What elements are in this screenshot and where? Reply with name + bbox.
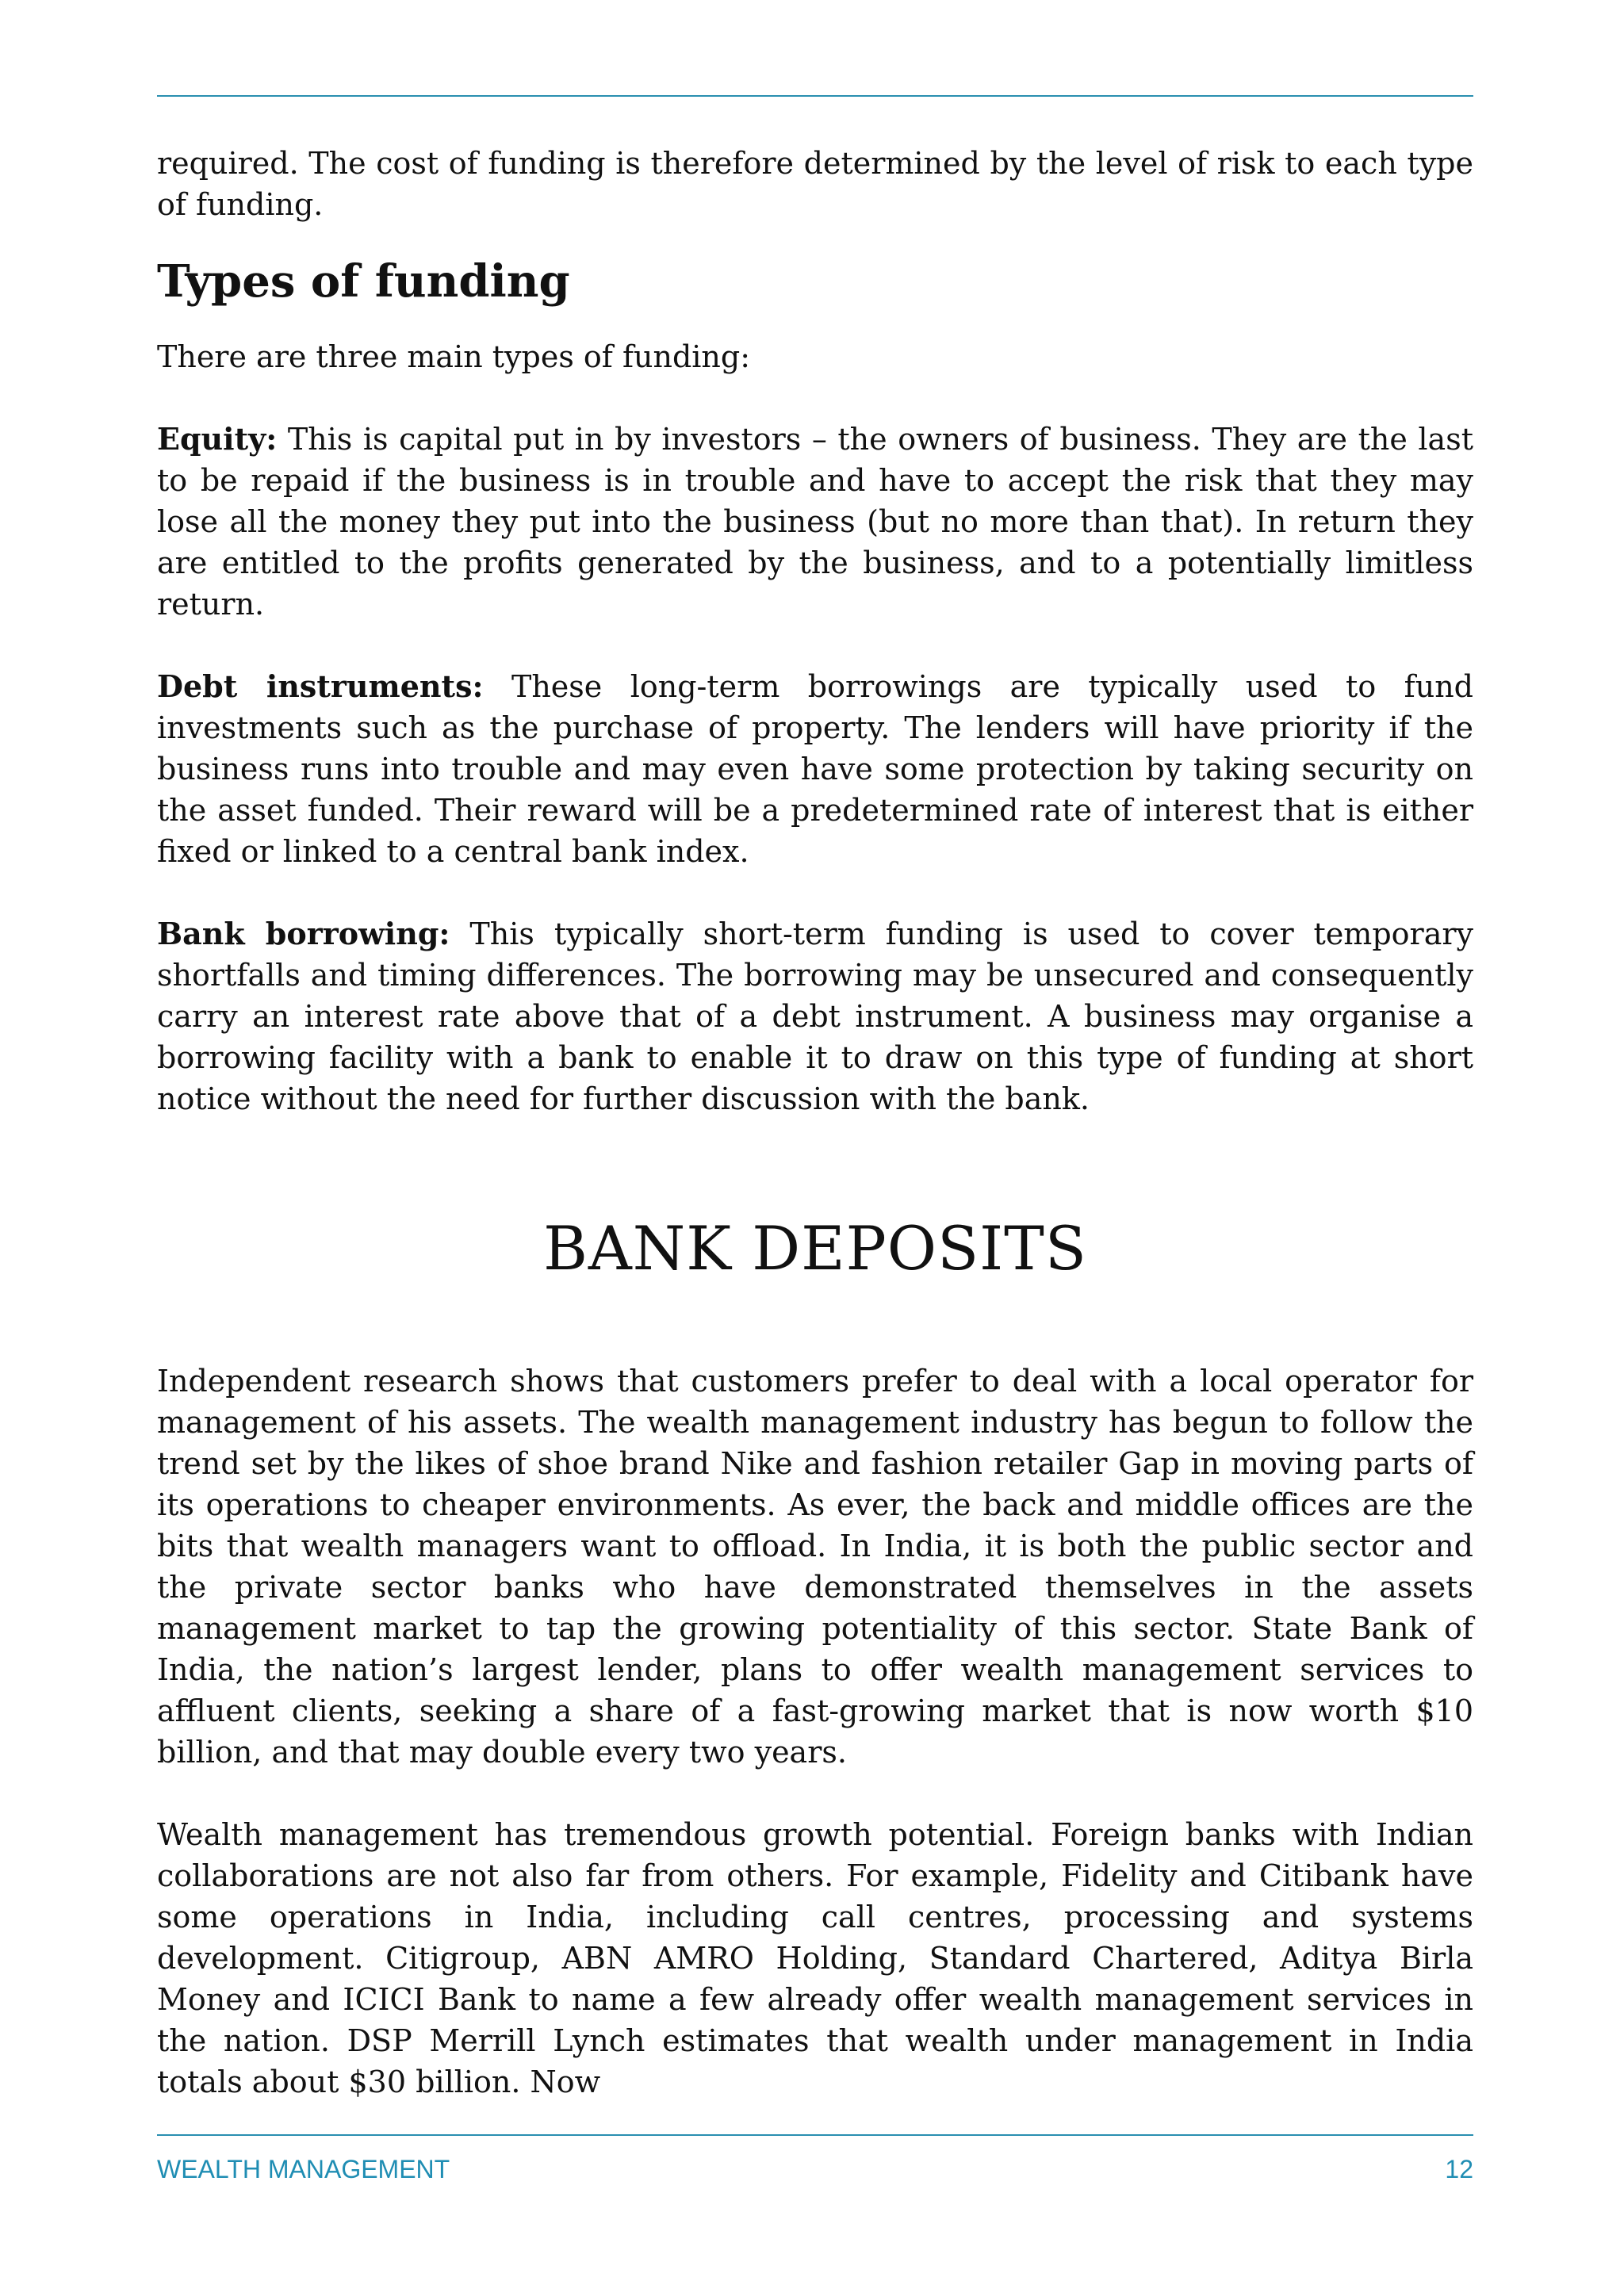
debt-instruments-text: These long-term borrowings are typically used to fund investments such as the purchase of property. The lenders will have priority if the business runs into trouble and may even have some protection by taking security on the asset funded. Their reward will be a predetermined rate of interest that is either fixed or linked to a central bank index. [157,669,1473,869]
footer-title: WEALTH MANAGEMENT [157,2155,450,2183]
deposits-paragraph-2: Wealth management has tremendous growth potential. Foreign banks with Indian collaborations are not also far from others. For example, Fidelity and Citibank have some operations in India, including call centres, processing and systems development. Citigroup, ABN AMRO Holding, Standard Chartered, Aditya Birla Money and ICICI Bank to name a few already offer wealth management services in the nation. DSP Merrill Lynch estimates that wealth under management in India totals about $30 billion. Now [157,1817,1473,2099]
equity-label: Equity: [157,421,278,457]
page-number: 12 [1445,2155,1473,2183]
types-intro-paragraph: There are three main types of funding: [157,339,751,374]
equity-text: This is capital put in by investors – the owners of business. They are the last to be repaid if the business is in trouble and have to accept the risk that they may lose all the money they put into the business (but no more than that). In return they are entitled to the profits generated by the business, and to a potentially limitless return. [157,422,1473,622]
footer-rule [157,2134,1473,2136]
header-rule [157,95,1473,97]
continuation-paragraph: required. The cost of funding is therefore determined by the level of risk to each type of funding. [157,146,1473,222]
debt-instruments-paragraph [157,666,1473,872]
page-content [157,143,1473,2103]
types-of-funding-heading: Types of funding [157,255,570,308]
equity-paragraph [157,419,1473,625]
debt-instruments-label: Debt instruments: [157,668,484,704]
bank-borrowing-text: This typically short-term funding is used to cover temporary shortfalls and timing differences. The borrowing may be unsecured and consequently carry an interest rate above that of a debt instrument. A business may organise a borrowing facility with a bank to enable it to draw on this type of funding at short notice without the need for further discussion with the bank. [157,916,1473,1116]
bank-deposits-heading: BANK DEPOSITS [543,1213,1087,1284]
bank-borrowing-label: Bank borrowing: [157,916,450,951]
deposits-paragraph-1: Independent research shows that customers prefer to deal with a local operator for management of his assets. The wealth management industry has begun to follow the trend set by the likes of shoe brand Nike and fashion retailer Gap in moving parts of its operations to cheaper environments. As ever, the back and middle offices are the bits that wealth managers want to offload. In India, it is both the public sector and the private sector banks who have demonstrated themselves in the assets management market to tap the growing potentiality of this sector. State Bank of India, the nation’s largest lender, plans to offer wealth management services to affluent clients, seeking a share of a fast-growing market that is now worth $10 billion, and that may double every two years. [157,1364,1473,1770]
bank-borrowing-paragraph [157,913,1473,1119]
